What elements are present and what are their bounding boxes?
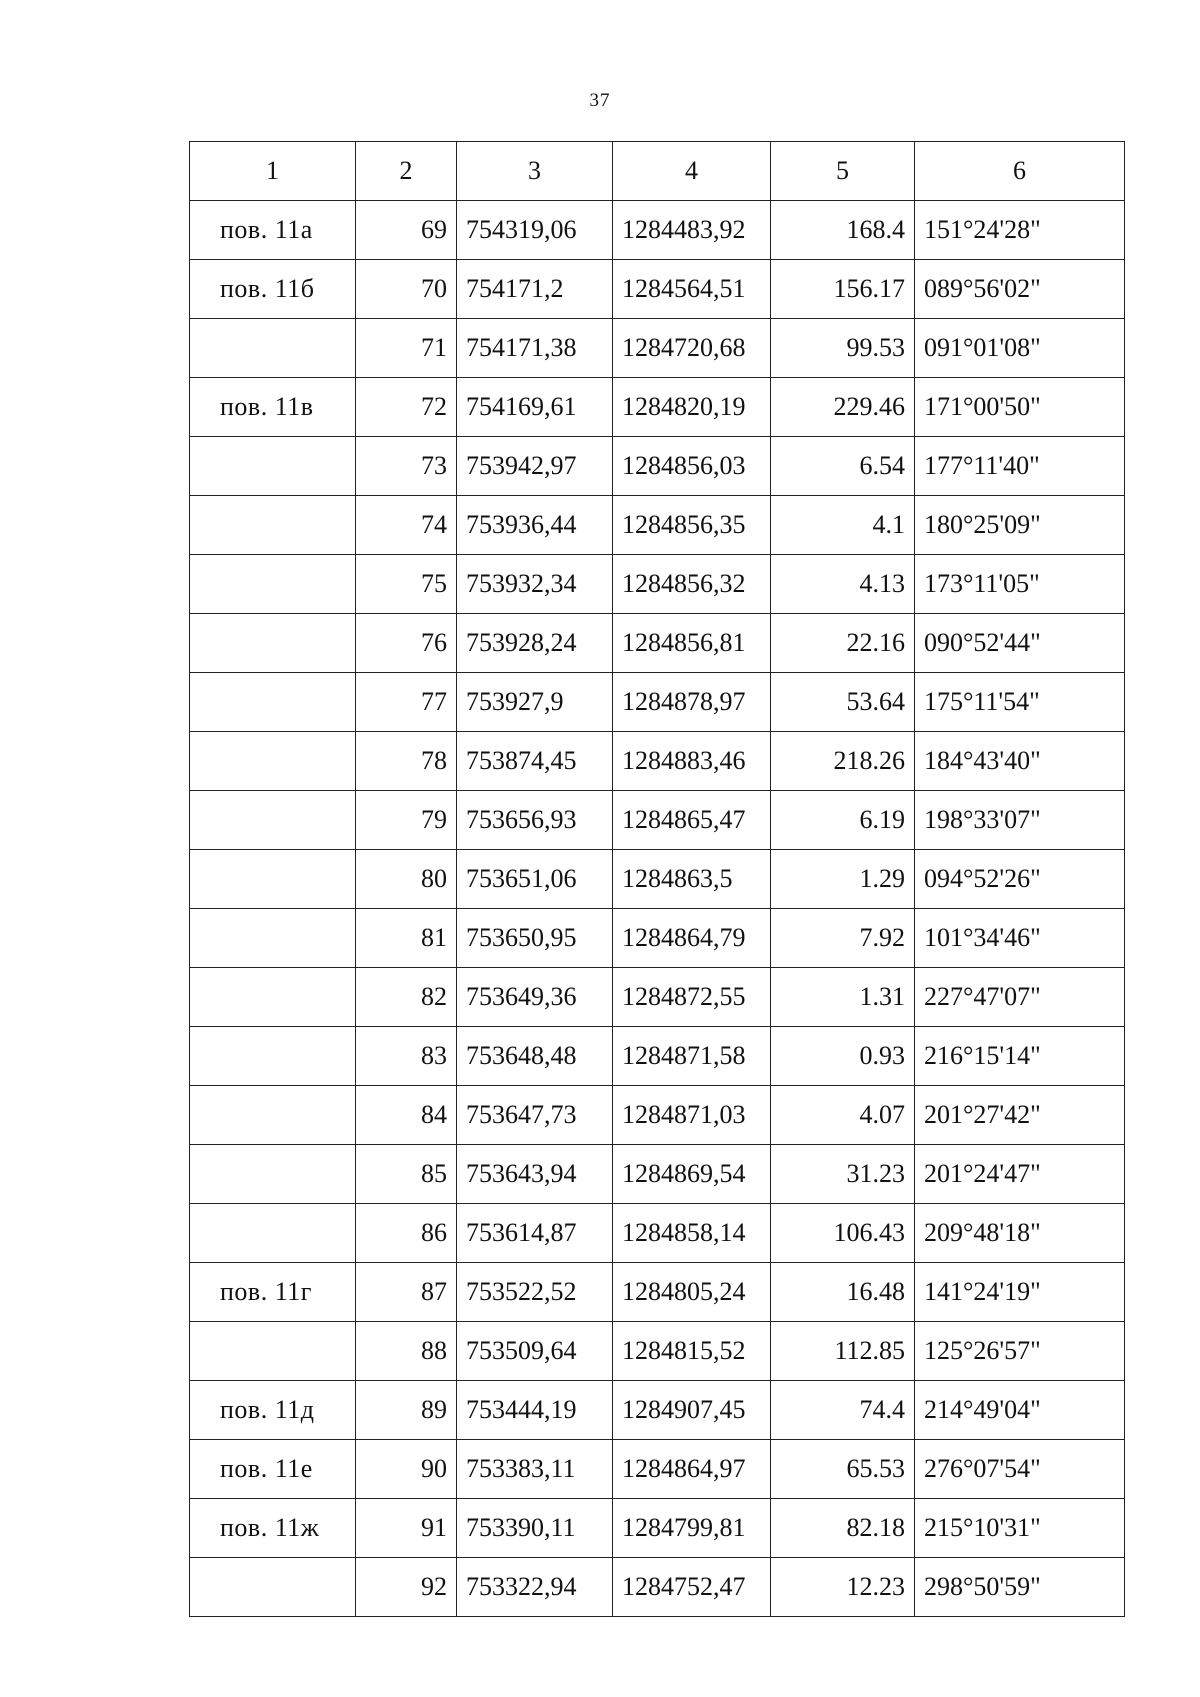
direction-angle-cell: 216°15'14" [915, 1027, 1125, 1086]
x-coordinate-cell: 753936,44 [457, 496, 613, 555]
turn-point-cell [190, 1086, 356, 1145]
y-coordinate-cell: 1284564,51 [613, 260, 771, 319]
page-number: 37 [589, 90, 611, 111]
x-coordinate-cell: 753390,11 [457, 1499, 613, 1558]
y-coordinate-cell: 1284907,45 [613, 1381, 771, 1440]
table-row [190, 791, 1125, 850]
length-cell: 31.23 [771, 1145, 915, 1204]
length-cell: 4.13 [771, 555, 915, 614]
point-number-cell: 82 [356, 968, 457, 1027]
length-cell: 53.64 [771, 673, 915, 732]
x-coordinate-cell: 753650,95 [457, 909, 613, 968]
direction-angle-cell: 198°33'07" [915, 791, 1125, 850]
point-number-cell: 72 [356, 378, 457, 437]
direction-angle-cell: 215°10'31" [915, 1499, 1125, 1558]
table-row [190, 1440, 1125, 1499]
length-cell: 6.54 [771, 437, 915, 496]
direction-angle-cell: 214°49'04" [915, 1381, 1125, 1440]
turn-point-cell: пов. 11в [190, 378, 356, 437]
turn-point-cell [190, 555, 356, 614]
point-number-cell: 84 [356, 1086, 457, 1145]
length-cell: 156.17 [771, 260, 915, 319]
y-coordinate-cell: 1284856,35 [613, 496, 771, 555]
direction-angle-cell: 171°00'50" [915, 378, 1125, 437]
x-coordinate-cell: 753383,11 [457, 1440, 613, 1499]
table-row [190, 319, 1125, 378]
length-cell: 4.07 [771, 1086, 915, 1145]
point-number-cell: 86 [356, 1204, 457, 1263]
length-cell: 99.53 [771, 319, 915, 378]
table-row [190, 850, 1125, 909]
turn-point-cell [190, 1145, 356, 1204]
direction-angle-cell: 227°47'07" [915, 968, 1125, 1027]
table-body [190, 142, 1125, 1617]
y-coordinate-cell: 1284864,79 [613, 909, 771, 968]
turn-point-cell [190, 1027, 356, 1086]
turn-point-cell [190, 909, 356, 968]
header-cell-2: 2 [356, 142, 457, 201]
turn-point-cell [190, 791, 356, 850]
x-coordinate-cell: 753643,94 [457, 1145, 613, 1204]
length-cell: 1.31 [771, 968, 915, 1027]
y-coordinate-cell: 1284720,68 [613, 319, 771, 378]
point-number-cell: 77 [356, 673, 457, 732]
y-coordinate-cell: 1284805,24 [613, 1263, 771, 1322]
point-number-cell: 79 [356, 791, 457, 850]
y-coordinate-cell: 1284856,81 [613, 614, 771, 673]
turn-point-cell: пов. 11а [190, 201, 356, 260]
direction-angle-cell: 177°11'40" [915, 437, 1125, 496]
table-row [190, 968, 1125, 1027]
table-row [190, 1263, 1125, 1322]
length-cell: 106.43 [771, 1204, 915, 1263]
x-coordinate-cell: 753647,73 [457, 1086, 613, 1145]
point-number-cell: 75 [356, 555, 457, 614]
direction-angle-cell: 091°01'08" [915, 319, 1125, 378]
length-cell: 1.29 [771, 850, 915, 909]
point-number-cell: 81 [356, 909, 457, 968]
x-coordinate-cell: 753927,9 [457, 673, 613, 732]
length-cell: 82.18 [771, 1499, 915, 1558]
y-coordinate-cell: 1284799,81 [613, 1499, 771, 1558]
point-number-cell: 73 [356, 437, 457, 496]
point-number-cell: 85 [356, 1145, 457, 1204]
turn-point-cell: пов. 11г [190, 1263, 356, 1322]
length-cell: 4.1 [771, 496, 915, 555]
turn-point-cell: пов. 11е [190, 1440, 356, 1499]
table-row [190, 437, 1125, 496]
length-cell: 16.48 [771, 1263, 915, 1322]
y-coordinate-cell: 1284858,14 [613, 1204, 771, 1263]
length-cell: 112.85 [771, 1322, 915, 1381]
y-coordinate-cell: 1284856,03 [613, 437, 771, 496]
point-number-cell: 83 [356, 1027, 457, 1086]
x-coordinate-cell: 753614,87 [457, 1204, 613, 1263]
table-row [190, 673, 1125, 732]
point-number-cell: 88 [356, 1322, 457, 1381]
y-coordinate-cell: 1284856,32 [613, 555, 771, 614]
length-cell: 218.26 [771, 732, 915, 791]
header-row [190, 142, 1125, 201]
y-coordinate-cell: 1284820,19 [613, 378, 771, 437]
y-coordinate-cell: 1284863,5 [613, 850, 771, 909]
table-row [190, 1027, 1125, 1086]
direction-angle-cell: 175°11'54" [915, 673, 1125, 732]
length-cell: 12.23 [771, 1558, 915, 1617]
x-coordinate-cell: 753444,19 [457, 1381, 613, 1440]
x-coordinate-cell: 754319,06 [457, 201, 613, 260]
table-row [190, 1381, 1125, 1440]
point-number-cell: 74 [356, 496, 457, 555]
y-coordinate-cell: 1284871,03 [613, 1086, 771, 1145]
y-coordinate-cell: 1284869,54 [613, 1145, 771, 1204]
direction-angle-cell: 201°27'42" [915, 1086, 1125, 1145]
point-number-cell: 69 [356, 201, 457, 260]
point-number-cell: 78 [356, 732, 457, 791]
header-cell-4: 4 [613, 142, 771, 201]
length-cell: 6.19 [771, 791, 915, 850]
y-coordinate-cell: 1284483,92 [613, 201, 771, 260]
table-row [190, 1322, 1125, 1381]
table-row [190, 496, 1125, 555]
table-row [190, 378, 1125, 437]
table-row [190, 555, 1125, 614]
direction-angle-cell: 180°25'09" [915, 496, 1125, 555]
table-row [190, 201, 1125, 260]
turn-point-cell [190, 1204, 356, 1263]
length-cell: 65.53 [771, 1440, 915, 1499]
y-coordinate-cell: 1284883,46 [613, 732, 771, 791]
turn-point-cell: пов. 11д [190, 1381, 356, 1440]
table-row [190, 260, 1125, 319]
point-number-cell: 90 [356, 1440, 457, 1499]
turn-point-cell [190, 319, 356, 378]
direction-angle-cell: 298°50'59" [915, 1558, 1125, 1617]
turn-point-cell [190, 1558, 356, 1617]
turn-point-cell [190, 1322, 356, 1381]
length-cell: 74.4 [771, 1381, 915, 1440]
point-number-cell: 76 [356, 614, 457, 673]
direction-angle-cell: 089°56'02" [915, 260, 1125, 319]
direction-angle-cell: 141°24'19" [915, 1263, 1125, 1322]
direction-angle-cell: 094°52'26" [915, 850, 1125, 909]
turn-point-cell: пов. 11б [190, 260, 356, 319]
point-number-cell: 71 [356, 319, 457, 378]
x-coordinate-cell: 753509,64 [457, 1322, 613, 1381]
length-cell: 229.46 [771, 378, 915, 437]
coordinates-table [189, 141, 1125, 1617]
y-coordinate-cell: 1284815,52 [613, 1322, 771, 1381]
direction-angle-cell: 101°34'46" [915, 909, 1125, 968]
y-coordinate-cell: 1284872,55 [613, 968, 771, 1027]
point-number-cell: 70 [356, 260, 457, 319]
x-coordinate-cell: 754169,61 [457, 378, 613, 437]
x-coordinate-cell: 753942,97 [457, 437, 613, 496]
turn-point-cell [190, 968, 356, 1027]
x-coordinate-cell: 754171,38 [457, 319, 613, 378]
x-coordinate-cell: 753928,24 [457, 614, 613, 673]
length-cell: 0.93 [771, 1027, 915, 1086]
table-row [190, 1204, 1125, 1263]
x-coordinate-cell: 753649,36 [457, 968, 613, 1027]
direction-angle-cell: 173°11'05" [915, 555, 1125, 614]
y-coordinate-cell: 1284878,97 [613, 673, 771, 732]
direction-angle-cell: 090°52'44" [915, 614, 1125, 673]
y-coordinate-cell: 1284865,47 [613, 791, 771, 850]
point-number-cell: 89 [356, 1381, 457, 1440]
direction-angle-cell: 276°07'54" [915, 1440, 1125, 1499]
turn-point-cell: пов. 11ж [190, 1499, 356, 1558]
header-cell-5: 5 [771, 142, 915, 201]
x-coordinate-cell: 753648,48 [457, 1027, 613, 1086]
x-coordinate-cell: 754171,2 [457, 260, 613, 319]
turn-point-cell [190, 732, 356, 791]
table-row [190, 732, 1125, 791]
table-row [190, 1086, 1125, 1145]
y-coordinate-cell: 1284752,47 [613, 1558, 771, 1617]
table-row [190, 1499, 1125, 1558]
table-row [190, 1145, 1125, 1204]
y-coordinate-cell: 1284864,97 [613, 1440, 771, 1499]
x-coordinate-cell: 753522,52 [457, 1263, 613, 1322]
turn-point-cell [190, 437, 356, 496]
direction-angle-cell: 184°43'40" [915, 732, 1125, 791]
point-number-cell: 87 [356, 1263, 457, 1322]
turn-point-cell [190, 673, 356, 732]
length-cell: 7.92 [771, 909, 915, 968]
point-number-cell: 92 [356, 1558, 457, 1617]
point-number-cell: 91 [356, 1499, 457, 1558]
turn-point-cell [190, 850, 356, 909]
header-cell-1: 1 [190, 142, 356, 201]
length-cell: 22.16 [771, 614, 915, 673]
direction-angle-cell: 125°26'57" [915, 1322, 1125, 1381]
x-coordinate-cell: 753322,94 [457, 1558, 613, 1617]
direction-angle-cell: 201°24'47" [915, 1145, 1125, 1204]
y-coordinate-cell: 1284871,58 [613, 1027, 771, 1086]
direction-angle-cell: 209°48'18" [915, 1204, 1125, 1263]
x-coordinate-cell: 753656,93 [457, 791, 613, 850]
point-number-cell: 80 [356, 850, 457, 909]
table-row [190, 909, 1125, 968]
turn-point-cell [190, 496, 356, 555]
direction-angle-cell: 151°24'28" [915, 201, 1125, 260]
length-cell: 168.4 [771, 201, 915, 260]
header-cell-3: 3 [457, 142, 613, 201]
header-cell-6: 6 [915, 142, 1125, 201]
x-coordinate-cell: 753874,45 [457, 732, 613, 791]
turn-point-cell [190, 614, 356, 673]
table-row [190, 614, 1125, 673]
x-coordinate-cell: 753932,34 [457, 555, 613, 614]
x-coordinate-cell: 753651,06 [457, 850, 613, 909]
table-row [190, 1558, 1125, 1617]
